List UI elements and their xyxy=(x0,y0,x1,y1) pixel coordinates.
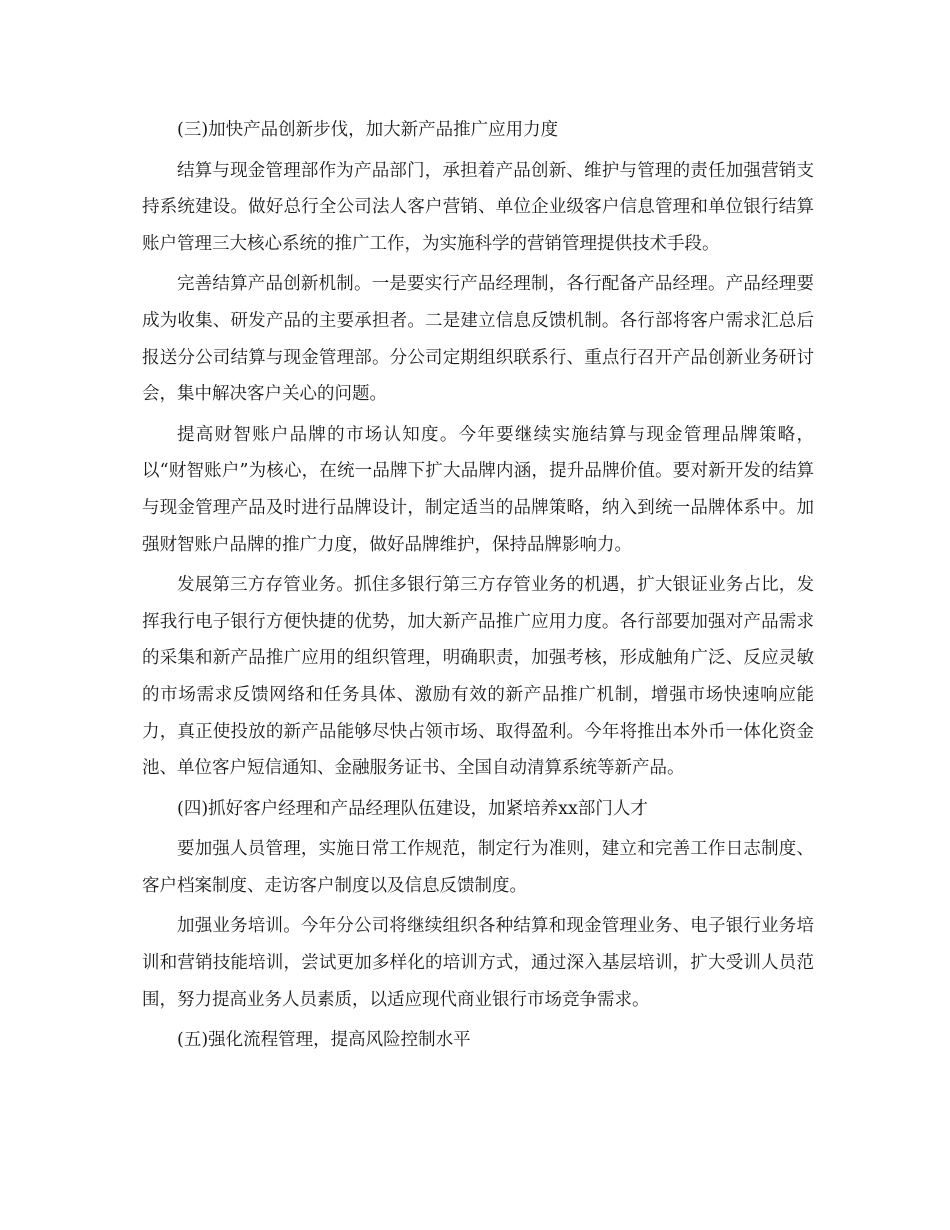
paragraph-third-party-custody: 发展第三方存管业务。抓住多银行第三方存管业务的机遇，扩大银证业务占比，发挥我行电子银行方便快捷的优势，加大新产品推广应用力度。各行部要加强对产品需求的采集和新产品推广应用的组织管理，明确职责，加强考核，形成触角广泛、反应灵敏的市场需求反馈网络和任务具体、激励有效的新产品推广机制，增强市场快速响应能力，真正使投放的新产品能够尽快占领市场、取得盈利。今年将推出本外币一体化资金池、单位客户短信通知、金融服务证书、全国自动清算系统等新产品。 xyxy=(142,575,814,779)
paragraph-settlement-dept: 结算与现金管理部作为产品部门，承担着产品创新、维护与管理的责任加强营销支持系统建设。做好总行全公司法人客户营销、单位企业级客户信息管理和单位银行结算账户管理三大核心系统的推广工作，为实施科学的营销管理提供技术手段。 xyxy=(142,160,814,254)
section-heading-3: (三)加快产品创新步伐，加大新产品推广应用力度 xyxy=(177,120,559,140)
section-heading-5: (五)强化流程管理，提高风险控制水平 xyxy=(177,1030,471,1051)
paragraph-staff-management: 要加强人员管理，实施日常工作规范，制定行为准则，建立和完善工作日志制度、客户档案制度、走访客户制度以及信息反馈制度。 xyxy=(142,839,814,896)
paragraph-innovation-mechanism: 完善结算产品创新机制。一是要实行产品经理制，各行配备产品经理。产品经理要成为收集、研发产品的主要承担者。二是建立信息反馈机制。各行部将客户需求汇总后报送分公司结算与现金管理部。分公司定期组织联系行、重点行召开产品创新业务研讨会，集中解决客户关心的问题。 xyxy=(142,274,814,405)
section-heading-4: (四)抓好客户经理和产品经理队伍建设，加紧培养xx部门人才 xyxy=(177,798,648,819)
document-page xyxy=(142,112,814,1063)
paragraph-brand-awareness: 提高财智账户品牌的市场认知度。今年要继续实施结算与现金管理品牌策略，以“财智账户”为核心，在统一品牌下扩大品牌内涵，提升品牌价值。要对新开发的结算与现金管理产品及时进行品牌设计，制定适当的品牌策略，纳入到统一品牌体系中。加强财智账户品牌的推广力度，做好品牌维护，保持品牌影响力。 xyxy=(142,424,814,555)
paragraph-business-training: 加强业务培训。今年分公司将继续组织各种结算和现金管理业务、电子银行业务培训和营销技能培训，尝试更加多样化的培训方式，通过深入基层培训，扩大受训人员范围，努力提高业务人员素质，以适应现代商业银行市场竞争需求。 xyxy=(142,916,814,1010)
